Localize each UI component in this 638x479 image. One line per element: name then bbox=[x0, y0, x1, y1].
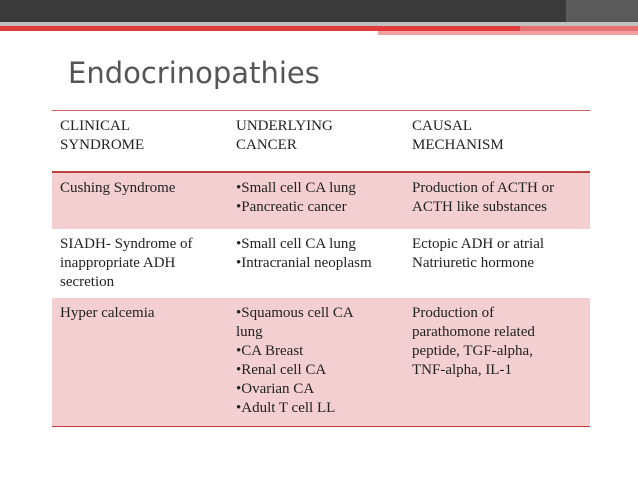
cell-mechanism: Production of ACTH or ACTH like substances bbox=[404, 172, 590, 229]
slide-title: Endocrinopathies bbox=[68, 56, 320, 90]
endocrinopathies-table bbox=[52, 110, 590, 427]
cell-cancer: •Squamous cell CA lung •CA Breast •Renal cell CA •Ovarian CA •Adult T cell LL bbox=[228, 298, 404, 427]
cell-syndrome: Cushing Syndrome bbox=[52, 172, 228, 229]
table-row bbox=[52, 172, 590, 229]
decor-stripe-pink bbox=[378, 31, 638, 35]
cell-mechanism: Production of parathomone related peptide, TGF-alpha, TNF-alpha, IL-1 bbox=[404, 298, 590, 427]
header-clinical-syndrome: CLINICAL SYNDROME bbox=[52, 111, 228, 173]
top-decor-bar-right bbox=[566, 0, 638, 22]
table-header-row bbox=[52, 111, 590, 173]
cell-cancer: •Small cell CA lung •Intracranial neoplasm bbox=[228, 229, 404, 298]
table-row bbox=[52, 298, 590, 427]
top-decor-bar bbox=[0, 0, 638, 22]
cell-syndrome: Hyper calcemia bbox=[52, 298, 228, 427]
cell-syndrome: SIADH- Syndrome of inappropriate ADH secretion bbox=[52, 229, 228, 298]
cell-cancer: •Small cell CA lung •Pancreatic cancer bbox=[228, 172, 404, 229]
cell-mechanism: Ectopic ADH or atrial Natriuretic hormone bbox=[404, 229, 590, 298]
header-underlying-cancer: UNDERLYING CANCER bbox=[228, 111, 404, 173]
header-causal-mechanism: CAUSAL MECHANISM bbox=[404, 111, 590, 173]
table-row bbox=[52, 229, 590, 298]
